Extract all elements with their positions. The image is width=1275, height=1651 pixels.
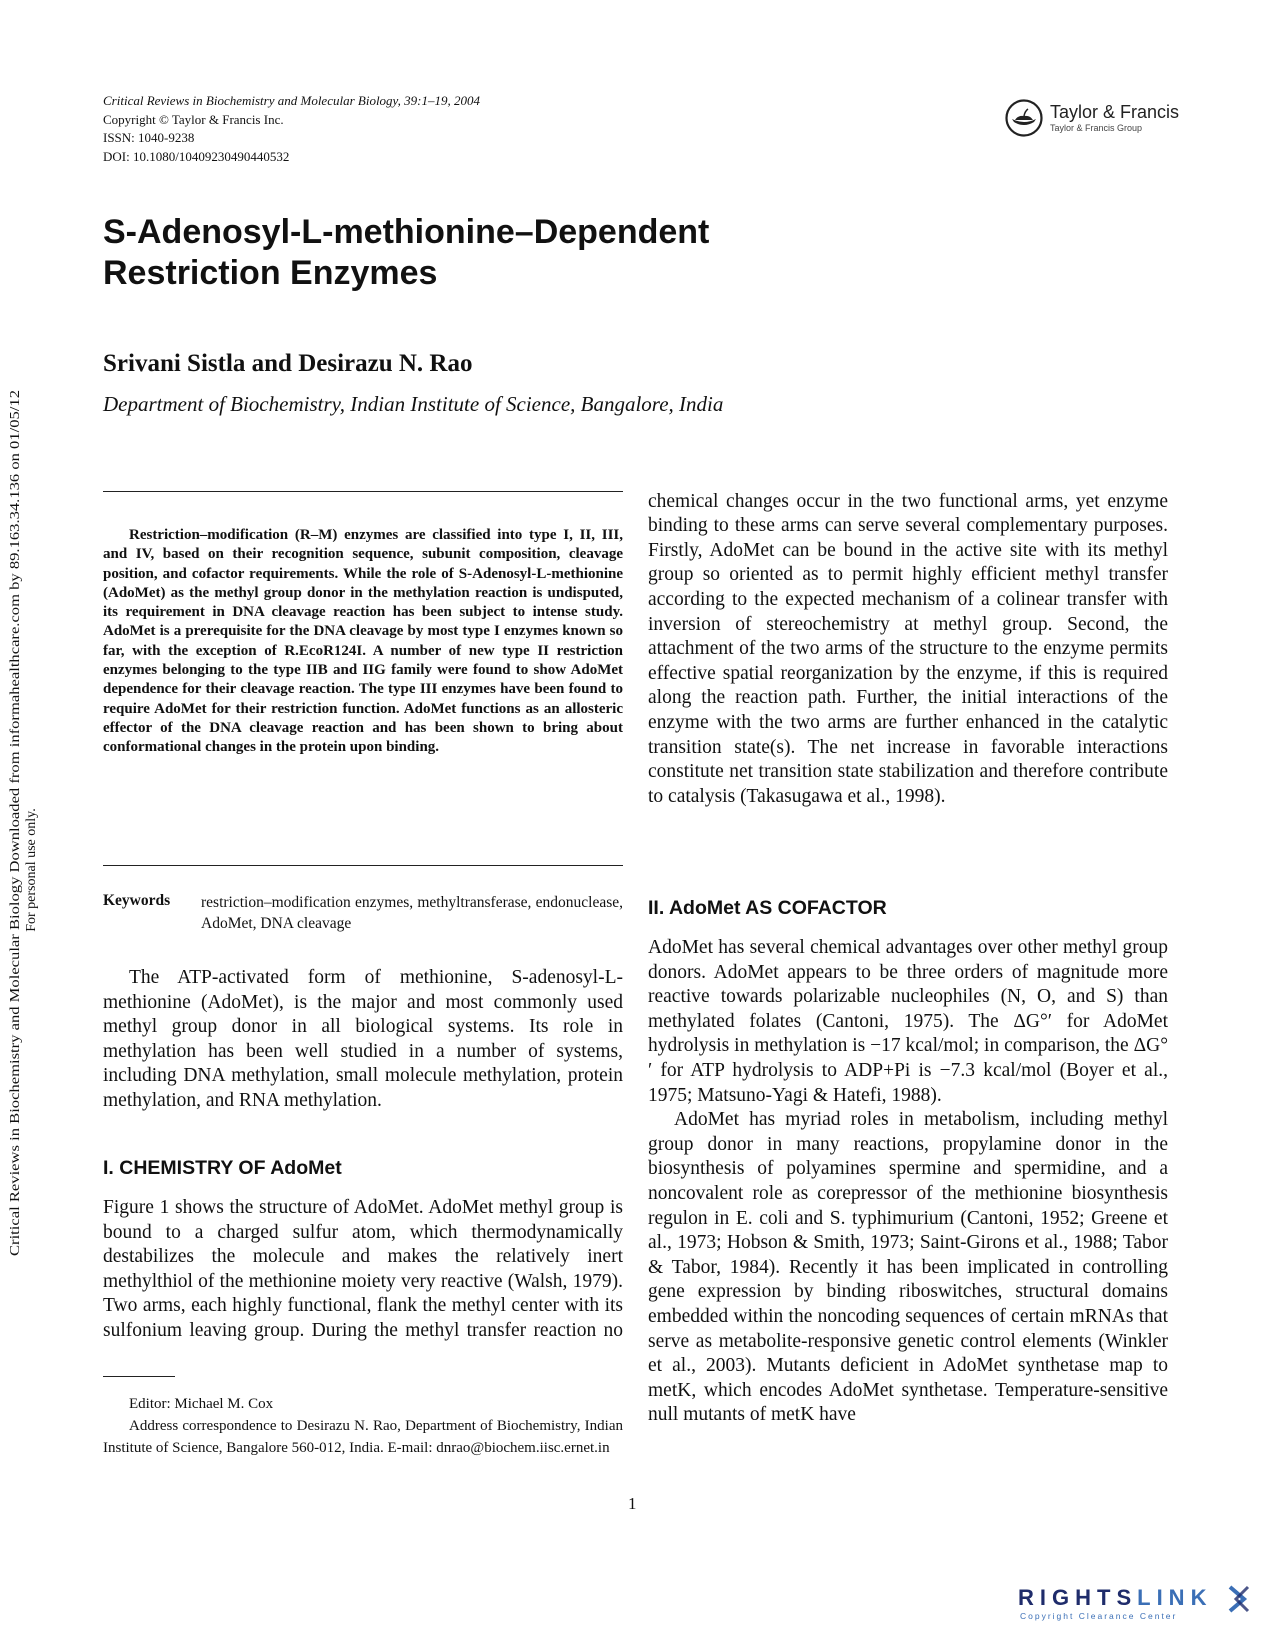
section-2-paragraph-2: AdoMet has myriad roles in metabolism, including methyl group donor in many reactions, propylamine donor in the biosynthesis of polyamines spermine and spermidine, and a noncovalent role as corepressor of the methionine biosynthesis regulon in E. coli and S. typhimurium (Cantoni, 1952; Greene et al., 1973; Hobson & Smith, 1973; Saint-Girons et al., 1988; Tabor & Tabor, 1984). Recently it has been implicated in controlling gene expression by binding riboswitches, structural domains embedded within the noncoding sequences of certain mRNAs that serve as metabolite-responsive genetic control elements (Winkler et al., 2003). Mutants deficient in AdoMet synthetase map to metK, which encodes AdoMet synthetase. Temperature-sensitive null mutants of metK have <box>648 1109 1168 1426</box>
footnote-rule <box>103 1376 175 1377</box>
doi-line: DOI: 10.1080/10409230490440532 <box>103 148 290 164</box>
page-number: 1 <box>628 1494 637 1513</box>
intro-paragraph: The ATP-activated form of methionine, S-adenosyl-L-methionine (AdoMet), is the major and most commonly used methyl group donor in all biological systems. Its role in methylation has been well studied in a number of systems, including DNA methylation, small molecule methylation, protein methylation, and RNA methylation. <box>103 967 623 1111</box>
download-note-line: Critical Reviews in Biochemistry and Molecular Biology Downloaded from informahealthcare.com by 89.163.34.136 on 01/05/12 <box>8 524 23 1256</box>
copyright-line: Copyright © Taylor & Francis Inc. <box>103 111 284 127</box>
abstract-top-rule <box>103 491 623 492</box>
personal-use-note: For personal use only. <box>24 808 38 932</box>
title-line-2: Restriction Enzymes <box>103 254 438 292</box>
article-authors: Srivani Sistla and Desirazu N. Rao <box>103 350 473 377</box>
title-line-1: S-Adenosyl-L-methionine–Dependent <box>103 213 710 251</box>
footnote <box>103 1393 623 1459</box>
journal-metadata <box>103 92 480 166</box>
section-1-heading: I. CHEMISTRY OF AdoMet <box>103 1157 342 1179</box>
rightslink-wordmark: RIGHTSLINK <box>1018 1585 1213 1610</box>
editor-note: Editor: Michael M. Cox <box>129 1396 274 1412</box>
keywords-list: restriction–modification enzymes, methyltransferase, endonuclease, AdoMet, DNA cleavage <box>201 894 623 932</box>
publisher-name: Taylor & Francis <box>1050 102 1180 122</box>
abstract-text: Restriction–modification (R–M) enzymes are classified into type I, II, III, and IV, based on their recognition sequence, subunit composition, cleavage position, and cofactor requirements. While the role of S-Adenosyl-L-methionine (AdoMet) as the methyl group donor in the methylation reaction is undisputed, its requirement in DNA cleavage reaction has been subject to intense study. AdoMet is a prerequisite for the DNA cleavage by most type I enzymes known so far, with the exception of R.EcoR124I. A number of new type II restriction enzymes belonging to the type IIB and IIG family were found to show AdoMet dependence for their cleavage reaction. The type III enzymes have been found to require AdoMet for their restriction function. AdoMet functions as an allosteric effector of the DNA cleavage reaction and has been shown to bring about conformational changes in the protein upon binding. <box>103 527 623 756</box>
publisher-logo <box>1004 96 1194 140</box>
taylor-francis-lamp-icon <box>1004 98 1044 138</box>
section-1-paragraph: Figure 1 shows the structure of AdoMet. AdoMet methyl group is bound to a charged sulfur atom, which thermodynamically destabilizes the molecule and makes the relatively inert methylthiol of the methionine moiety very reactive (Walsh, 1979). Two arms, each highly functional, flank the methyl center with its sulfonium leaving group. During the methyl transfer reaction no <box>103 1197 623 1341</box>
section-1-paragraph-continued: chemical changes occur in the two functional arms, yet enzyme binding to these arms can serve several complementary purposes. Firstly, AdoMet can be bound in the active site with its methyl group so oriented as to permit highly efficient methyl transfer according to the expected mechanism of a colinear transfer with inversion of stereochemistry at methyl group. Second, the attachment of the two arms of the structure to the enzyme permits effective spatial reorganization by the enzyme, if this is required along the reaction path. Further, the initial interactions of the enzyme with the two arms are further enhanced in the catalytic transition state(s). The net increase in favorable interactions constitute net transition state stabilization and therefore contribute to catalysis (Takasugawa et al., 1998). <box>648 490 1168 807</box>
section-2-body <box>648 936 1168 1453</box>
journal-citation: Critical Reviews in Biochemistry and Molecular Biology, 39:1–19, 2004 <box>103 93 480 108</box>
section-1-column-left <box>103 1196 623 1344</box>
correspondence-address: Address correspondence to Desirazu N. Rao, Department of Biochemistry, Indian Institute of Science, Bangalore 560-012, India. E-mail: dnrao@biochem.iisc.ernet.in <box>103 1418 623 1456</box>
rightslink-logo <box>1018 1579 1258 1627</box>
publisher-group: Taylor & Francis Group <box>1050 123 1143 133</box>
rightslink-tagline: Copyright Clearance Center <box>1020 1611 1178 1621</box>
download-watermark <box>2 390 38 1256</box>
section-2-heading: II. AdoMet AS COFACTOR <box>648 897 887 919</box>
section-2-paragraph-1: AdoMet has several chemical advantages over other methyl group donors. AdoMet appears to be three orders of magnitude more reactive towards polarizable nucleophiles (N, O, and S) than methylated folates (Cantoni, 1975). The ΔG°′ for AdoMet hydrolysis in methylation is −17 kcal/mol; in comparison, the ΔG°′ for ATP hydrolysis to ADP+Pi is −7.3 kcal/mol (Boyer et al., 1975; Matsuno-Yagi & Hatefi, 1988). <box>648 937 1168 1106</box>
keywords-label: Keywords <box>103 892 171 909</box>
issn-line: ISSN: 1040-9238 <box>103 130 195 145</box>
author-affiliation: Department of Biochemistry, Indian Institute of Science, Bangalore, India <box>103 392 724 416</box>
article-title <box>103 212 803 294</box>
abstract-bottom-rule <box>103 865 623 866</box>
section-1-column-right <box>648 490 1168 860</box>
